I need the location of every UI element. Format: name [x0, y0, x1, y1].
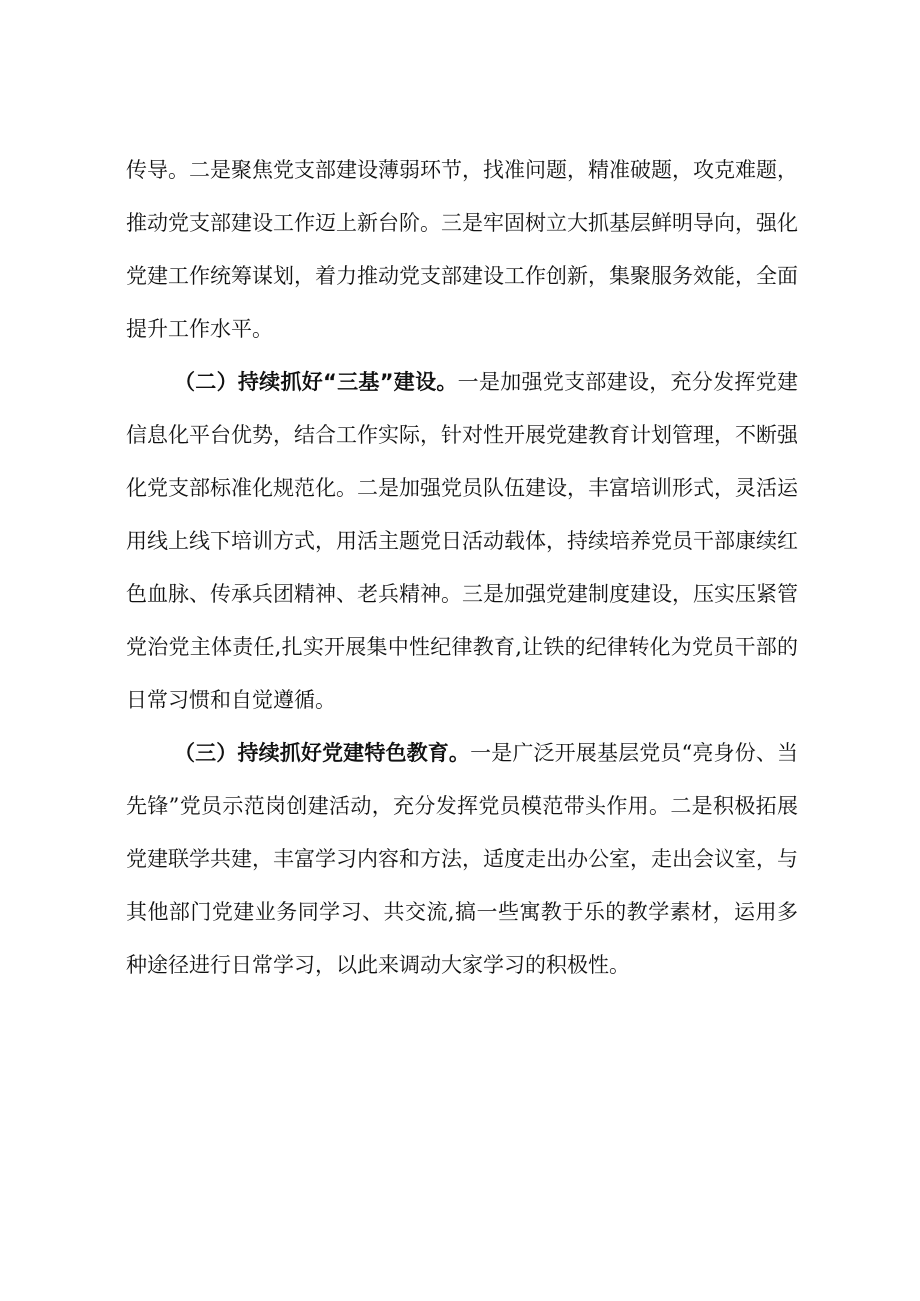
paragraph-heading: （二）持续抓好“三基”建设。 [174, 370, 458, 394]
paragraph-text: 一是加强党支部建设，充分发挥党建信息化平台优势，结合工作实际，针对性开展党建教育计划管理，不断强化党支部标准化规范化。二是加强党员队伍建设，丰富培训形式，灵活运用线上线下培训方式，用活主题党日活动载体，持续培养党员干部康续红色血脉、传承兵团精神、老兵精神。三是加强党建制度建设，压实压紧管党治党主体责任,扎实开展集中性纪律教育,让铁的纪律转化为党员干部的日常习惯和自觉遵循。 [126, 370, 798, 712]
paragraph-text: 一是广泛开展基层党员“亮身份、当先锋”党员示范岗创建活动，充分发挥党员模范带头作用。二是积极拓展党建联学共建，丰富学习内容和方法，适度走出办公室，走出会议室，与其他部门党建业务同学习、共交流,搞一些寓教于乐的教学素材，运用多种途径进行日常学习，以此来调动大家学习的积极性。 [126, 741, 798, 977]
paragraph-featured-education [126, 727, 798, 992]
paragraph-heading: （三）持续抓好党建特色教育。 [174, 741, 471, 765]
document-body [126, 144, 798, 992]
paragraph-continuation [126, 144, 798, 356]
paragraph-text: 传导。二是聚焦党支部建设薄弱环节，找准问题，精准破题，攻克难题，推动党支部建设工作迈上新台阶。三是牢固树立大抓基层鲜明导向，强化党建工作统筹谋划，着力推动党支部建设工作创新，集聚服务效能，全面提升工作水平。 [126, 158, 798, 341]
paragraph-three-basics [126, 356, 798, 727]
